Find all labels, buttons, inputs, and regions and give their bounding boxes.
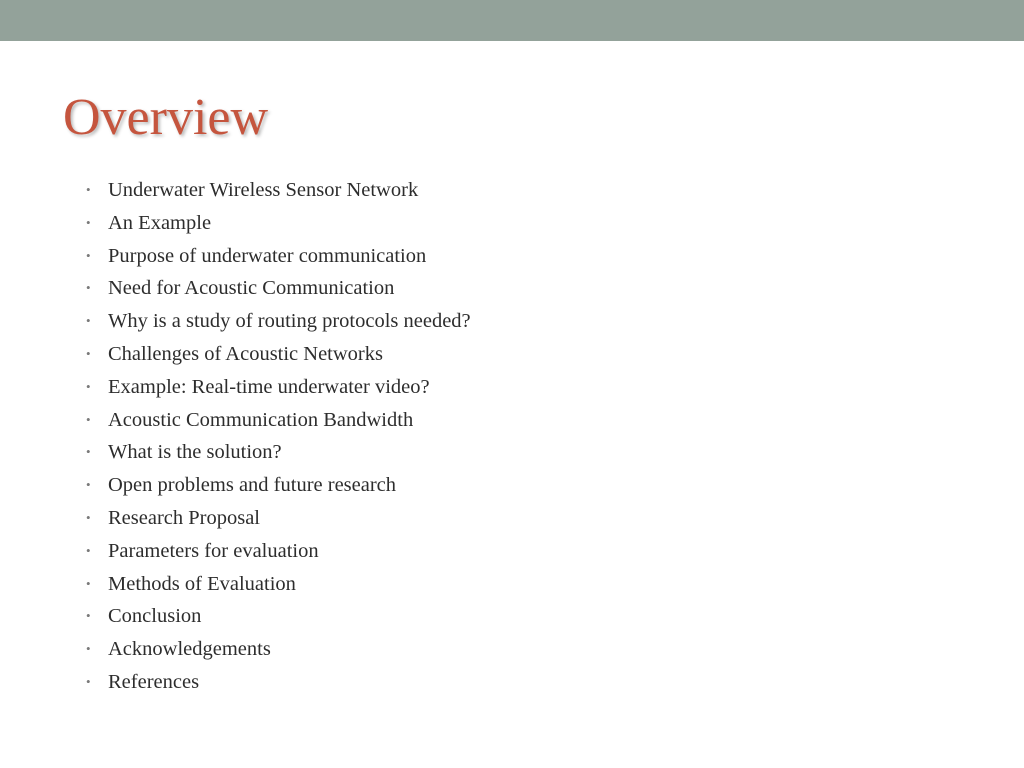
bullet-text: Purpose of underwater communication [108, 244, 427, 267]
bullet-list [86, 174, 471, 699]
bullet-icon: • [86, 509, 91, 525]
bullet-text: An Example [108, 211, 212, 234]
bullet-item [86, 469, 471, 502]
bullet-item [86, 240, 471, 273]
bullet-text: What is the solution? [108, 441, 282, 464]
bullet-icon: • [86, 214, 91, 230]
bullet-text: Research Proposal [108, 506, 260, 529]
bullet-text: Need for Acoustic Communication [108, 277, 395, 300]
bullet-item [86, 207, 471, 240]
bullet-text: Example: Real-time underwater video? [108, 375, 430, 398]
bullet-item [86, 600, 471, 633]
bullet-icon: • [86, 575, 91, 591]
bullet-item [86, 436, 471, 469]
bullet-item [86, 666, 471, 699]
bullet-icon: • [86, 608, 91, 624]
bullet-item [86, 174, 471, 207]
bullet-item [86, 633, 471, 666]
bullet-text: Challenges of Acoustic Networks [108, 342, 383, 365]
bullet-text: Open problems and future research [108, 474, 397, 497]
bullet-icon: • [86, 477, 91, 493]
bullet-item [86, 535, 471, 568]
bullet-icon: • [86, 673, 91, 689]
bullet-text: Acknowledgements [108, 638, 271, 661]
bullet-item [86, 404, 471, 437]
bullet-icon: • [86, 345, 91, 361]
bullet-icon: • [86, 182, 91, 197]
slide-title: Overview [63, 89, 269, 146]
bullet-icon: • [86, 411, 91, 427]
bullet-item [86, 502, 471, 535]
bullet-icon: • [86, 378, 91, 394]
bullet-text: Why is a study of routing protocols needed? [108, 310, 471, 333]
bullet-text: Methods of Evaluation [108, 572, 296, 595]
bullet-item [86, 305, 471, 338]
bullet-item [86, 371, 471, 404]
bullet-icon: • [86, 641, 91, 657]
bullet-icon: • [86, 313, 91, 329]
top-accent-bar [0, 0, 1024, 41]
bullet-item [86, 568, 471, 601]
bullet-text: Parameters for evaluation [108, 539, 319, 562]
bullet-text: References [108, 670, 200, 693]
bullet-text: Acoustic Communication Bandwidth [108, 408, 414, 431]
bullet-text: Conclusion [108, 605, 202, 628]
bullet-text: Underwater Wireless Sensor Network [108, 179, 419, 201]
bullet-icon: • [86, 444, 91, 460]
bullet-item [86, 338, 471, 371]
bullet-icon: • [86, 542, 91, 558]
bullet-icon: • [86, 247, 91, 263]
bullet-icon: • [86, 280, 91, 296]
bullet-item [86, 272, 471, 305]
